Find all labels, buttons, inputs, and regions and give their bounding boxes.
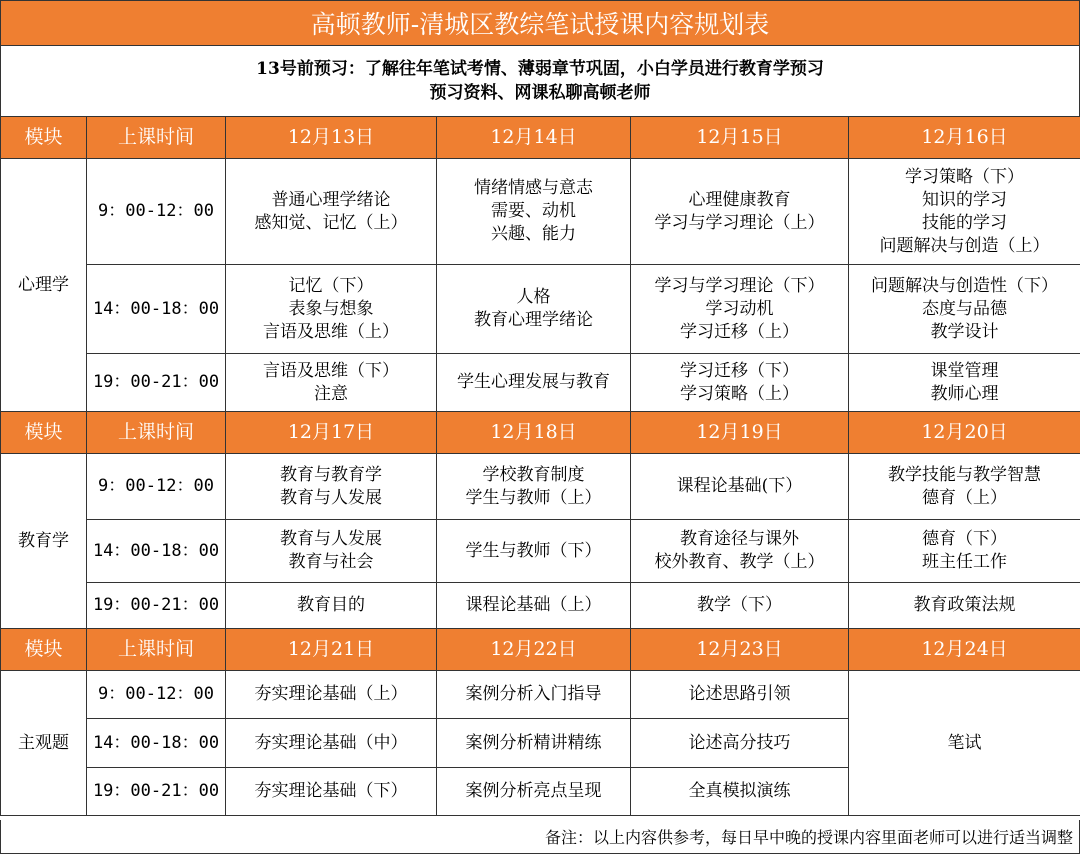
course-cell <box>437 671 631 719</box>
course-cell <box>631 520 849 583</box>
date-header: 12月20日 <box>849 412 1080 454</box>
table-row <box>1 671 1080 719</box>
course-topic: 案例分析精讲精练 <box>465 732 602 753</box>
date-header: 12月16日 <box>849 117 1080 159</box>
schedule-table <box>0 116 1080 816</box>
course-cell <box>849 354 1080 412</box>
course-cell <box>631 768 849 816</box>
date-header: 12月14日 <box>437 117 631 159</box>
time-header: 上课时间 <box>87 117 226 159</box>
course-cell <box>226 583 437 629</box>
course-cell <box>226 265 437 354</box>
course-topic: 夯实理论基础（上） <box>254 684 408 704</box>
course-cell <box>849 583 1080 629</box>
course-topic: 教师心理 <box>930 383 999 404</box>
notice-line-1: 13号前预习：了解往年笔试考情、薄弱章节巩固，小白学员进行教育学预习 <box>256 59 824 79</box>
module-header: 模块 <box>1 629 87 671</box>
notice-line-2: 预习资料、网课私聊高顿老师 <box>429 83 651 103</box>
time-header: 上课时间 <box>87 629 226 671</box>
date-header: 12月17日 <box>226 412 437 454</box>
course-topic: 需要、动机 <box>491 201 576 221</box>
course-topic: 学习迁移（上） <box>680 321 799 342</box>
course-topic: 德育（下） <box>922 529 1007 549</box>
course-topic: 感知觉、记忆（上） <box>254 212 408 233</box>
section-header-row <box>1 629 1080 671</box>
course-topic: 情绪情感与意志 <box>474 178 593 198</box>
course-topic: 论述高分技巧 <box>688 732 791 753</box>
course-topic: 教育心理学绪论 <box>474 310 593 330</box>
section-header-row <box>1 117 1080 159</box>
time-slot: 9：00-12：00 <box>87 454 226 520</box>
time-slot: 14：00-18：00 <box>87 265 226 354</box>
course-topic: 夯实理论基础（下） <box>254 781 408 801</box>
exam-cell: 笔试 <box>849 671 1080 816</box>
course-topic: 态度与品德 <box>922 298 1007 319</box>
module-header: 模块 <box>1 117 87 159</box>
course-topic: 问题解决与创造性（下） <box>871 275 1058 296</box>
course-cell <box>226 354 437 412</box>
course-cell <box>226 719 437 768</box>
course-topic: 注意 <box>314 383 348 404</box>
preview-notice <box>0 46 1080 116</box>
course-topic: 言语及思维（下） <box>263 360 399 381</box>
date-header: 12月18日 <box>437 412 631 454</box>
course-cell <box>631 671 849 719</box>
course-topic: 记忆（下） <box>288 275 374 296</box>
course-topic: 学习动机 <box>705 298 774 319</box>
course-topic: 学生心理发展与教育 <box>457 372 610 392</box>
course-topic: 学校教育制度 <box>482 464 585 485</box>
course-cell <box>437 768 631 816</box>
module-name: 教育学 <box>1 454 87 629</box>
time-slot: 14：00-18：00 <box>87 520 226 583</box>
time-header: 上课时间 <box>87 412 226 454</box>
course-topic: 教育与社会 <box>288 552 374 572</box>
section-header-row <box>1 412 1080 454</box>
module-name: 主观题 <box>1 671 87 816</box>
course-topic: 校外教育、教学（上） <box>654 552 825 572</box>
table-row <box>1 583 1080 629</box>
course-cell <box>849 265 1080 354</box>
course-topic: 案例分析入门指导 <box>465 684 602 704</box>
course-cell <box>226 768 437 816</box>
course-cell <box>437 520 631 583</box>
course-topic: 全真模拟演练 <box>688 781 791 801</box>
module-name: 心理学 <box>1 159 87 412</box>
course-topic: 教育途径与课外 <box>680 529 799 549</box>
course-cell <box>226 454 437 520</box>
course-cell <box>437 583 631 629</box>
page-title: 高顿教师-清城区教综笔试授课内容规划表 <box>0 0 1080 46</box>
course-cell <box>849 454 1080 520</box>
course-cell <box>437 719 631 768</box>
course-cell <box>631 719 849 768</box>
course-topic: 学习与学习理论（上） <box>654 212 825 233</box>
course-cell <box>849 520 1080 583</box>
course-cell <box>437 354 631 412</box>
table-row <box>1 454 1080 520</box>
course-topic: 课程论基础(下） <box>676 476 803 496</box>
table-row <box>1 265 1080 354</box>
course-topic: 学习策略（下） <box>905 166 1024 187</box>
course-cell <box>437 454 631 520</box>
course-cell <box>437 265 631 354</box>
course-topic: 言语及思维（上） <box>263 321 399 342</box>
course-topic: 班主任工作 <box>922 552 1007 572</box>
date-header: 12月19日 <box>631 412 849 454</box>
course-topic: 教学技能与教学智慧 <box>888 464 1041 485</box>
course-topic: 学生与教师（下） <box>465 540 602 561</box>
table-row <box>1 354 1080 412</box>
course-topic: 知识的学习 <box>922 189 1007 210</box>
course-topic: 人格 <box>516 287 551 307</box>
course-topic: 夯实理论基础（中） <box>254 732 408 753</box>
date-header: 12月13日 <box>226 117 437 159</box>
course-topic: 技能的学习 <box>922 212 1007 233</box>
course-topic: 教育与人发展 <box>280 529 382 549</box>
course-topic: 教育政策法规 <box>913 595 1016 615</box>
course-topic: 学习迁移（下） <box>680 360 799 381</box>
date-header: 12月15日 <box>631 117 849 159</box>
course-cell <box>226 159 437 265</box>
course-cell <box>631 159 849 265</box>
time-slot: 19：00-21：00 <box>87 768 226 816</box>
course-topic: 普通心理学绪论 <box>271 189 391 210</box>
course-topic: 案例分析亮点呈现 <box>465 781 602 801</box>
course-topic: 论述思路引领 <box>688 684 791 704</box>
module-header: 模块 <box>1 412 87 454</box>
course-cell <box>226 520 437 583</box>
course-topic: 教学设计 <box>930 321 999 342</box>
course-cell <box>631 265 849 354</box>
course-cell <box>849 159 1080 265</box>
date-header: 12月21日 <box>226 629 437 671</box>
course-cell <box>631 583 849 629</box>
date-header: 12月22日 <box>437 629 631 671</box>
course-topic: 教学（下） <box>697 595 782 615</box>
table-row <box>1 159 1080 265</box>
course-topic: 课堂管理 <box>930 360 999 381</box>
course-cell <box>631 454 849 520</box>
table-row <box>1 520 1080 583</box>
course-cell <box>226 671 437 719</box>
time-slot: 19：00-21：00 <box>87 583 226 629</box>
time-slot: 19：00-21：00 <box>87 354 226 412</box>
course-topic: 学生与教师（上） <box>465 487 602 508</box>
course-topic: 学习策略（上） <box>680 383 799 404</box>
date-header: 12月23日 <box>631 629 849 671</box>
course-topic: 教育与人发展 <box>280 487 382 508</box>
course-cell <box>437 159 631 265</box>
time-slot: 14：00-18：00 <box>87 719 226 768</box>
course-topic: 课程论基础（上） <box>465 595 602 615</box>
time-slot: 9：00-12：00 <box>87 159 226 265</box>
course-topic: 兴趣、能力 <box>491 224 576 244</box>
course-cell <box>631 354 849 412</box>
course-topic: 学习与学习理论（下） <box>654 275 825 296</box>
date-header: 12月24日 <box>849 629 1080 671</box>
course-topic: 教育目的 <box>297 595 365 615</box>
course-topic: 心理健康教育 <box>688 189 791 210</box>
time-slot: 9：00-12：00 <box>87 671 226 719</box>
course-topic: 问题解决与创造（上） <box>879 235 1050 256</box>
course-topic: 德育（上） <box>922 487 1007 508</box>
course-topic: 教育与教育学 <box>280 464 382 485</box>
footer-note: 备注：以上内容供参考，每日早中晚的授课内容里面老师可以进行适当调整 <box>0 820 1080 854</box>
course-topic: 表象与想象 <box>288 298 374 319</box>
